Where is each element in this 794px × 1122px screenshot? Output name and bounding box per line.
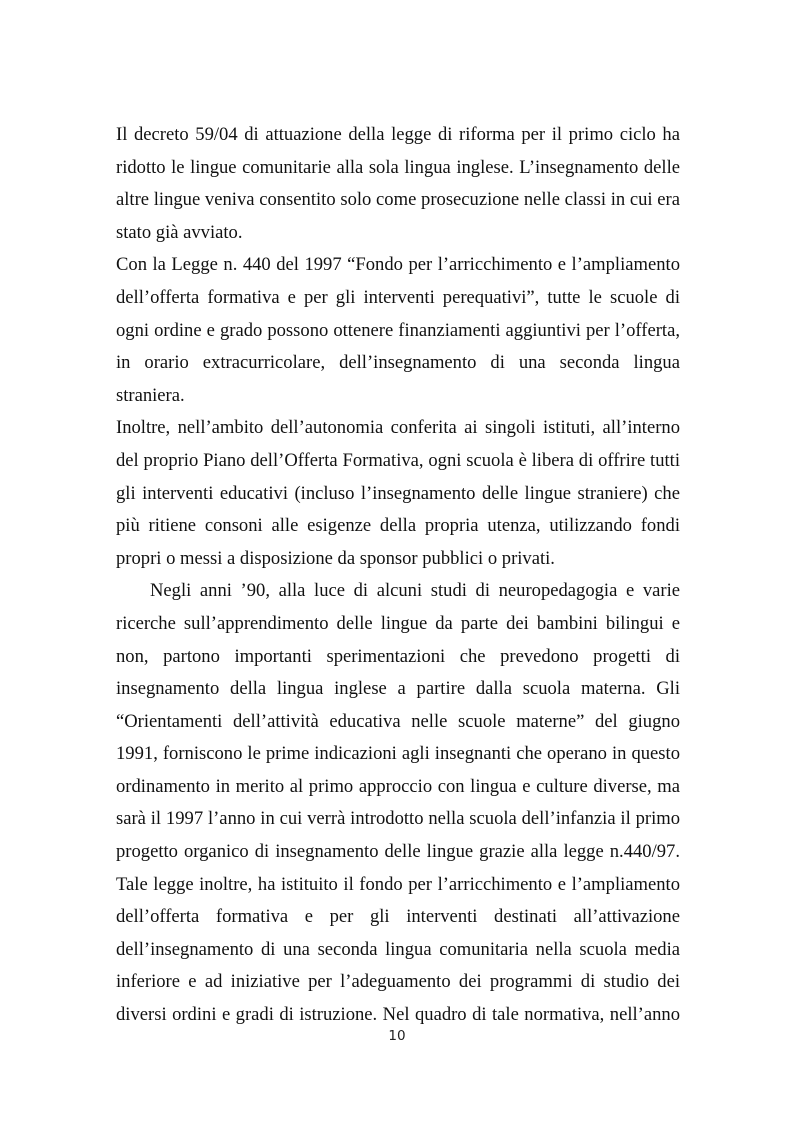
text-line: sarà il 1997 l’anno in cui verrà introdotto nella scuola dell’infanzia il primo [116, 808, 680, 830]
text-line: straniera. [116, 384, 185, 406]
text-line: Inoltre, nell’ambito dell’autonomia conferita ai singoli istituti, all’interno [116, 417, 680, 439]
text-line: ricerche sull’apprendimento delle lingue da parte dei bambini bilingui e [116, 612, 680, 634]
document-body [116, 119, 680, 1032]
text-line: ogni ordine e grado possono ottenere finanziamenti aggiuntivi per l’offerta, [116, 319, 680, 341]
text-line: del proprio Piano dell’Offerta Formativa, ogni scuola è libera di offrire tutti [116, 449, 680, 471]
text-line: stato già avviato. [116, 221, 243, 243]
text-line: dell’insegnamento di una seconda lingua comunitaria nella scuola media [116, 938, 680, 960]
text-line: Negli anni ’90, alla luce di alcuni studi di neuropedagogia e varie [150, 580, 680, 602]
text-line: dell’offerta formativa e per gli interventi destinati all’attivazione [116, 906, 680, 928]
text-line: in orario extracurricolare, dell’insegnamento di una seconda lingua [116, 352, 680, 374]
text-line: non, partono importanti sperimentazioni che prevedono progetti di [116, 645, 680, 667]
text-line: “Orientamenti dell’attività educativa nelle scuole materne” del giugno [116, 710, 680, 732]
text-line: inferiore e ad iniziative per l’adeguamento dei programmi di studio dei [116, 971, 680, 993]
text-line: insegnamento della lingua inglese a partire dalla scuola materna. Gli [116, 678, 680, 700]
page-number: 10 [388, 1028, 406, 1044]
text-line: Con la Legge n. 440 del 1997 “Fondo per l’arricchimento e l’ampliamento [116, 254, 680, 276]
text-line: Tale legge inoltre, ha istituito il fondo per l’arricchimento e l’ampliamento [116, 873, 680, 895]
text-line: diversi ordini e gradi di istruzione. Nel quadro di tale normativa, nell’anno [116, 1004, 680, 1026]
text-line: gli interventi educativi (incluso l’insegnamento delle lingue straniere) che [116, 482, 680, 504]
text-line: ridotto le lingue comunitarie alla sola lingua inglese. L’insegnamento delle [116, 156, 680, 178]
text-line: ordinamento in merito al primo approccio con lingua e culture diverse, ma [116, 775, 680, 797]
text-line: altre lingue veniva consentito solo come prosecuzione nelle classi in cui era [116, 189, 680, 211]
text-line: progetto organico di insegnamento delle lingue grazie alla legge n.440/97. [116, 841, 680, 863]
text-line: più ritiene consoni alle esigenze della propria utenza, utilizzando fondi [116, 515, 680, 537]
text-line: 1991, forniscono le prime indicazioni agli insegnanti che operano in questo [116, 743, 680, 765]
text-line: propri o messi a disposizione da sponsor pubblici o privati. [116, 547, 555, 569]
text-line: dell’offerta formativa e per gli interventi perequativi”, tutte le scuole di [116, 286, 680, 308]
text-line: Il decreto 59/04 di attuazione della legge di riforma per il primo ciclo ha [116, 124, 680, 145]
